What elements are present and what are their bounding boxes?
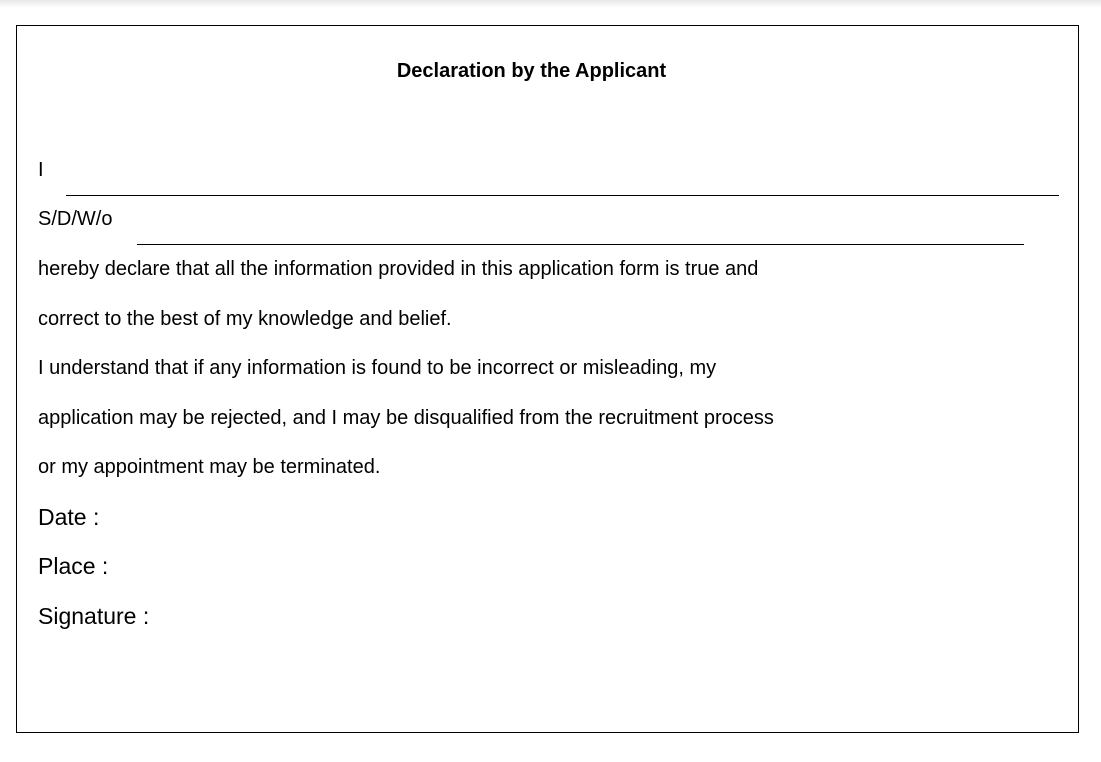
declaration-text-line: application may be rejected, and I may be disqualified from the recruitment process — [38, 407, 774, 429]
signature-label: Signature : — [38, 603, 150, 629]
place-label: Place : — [38, 553, 109, 579]
relation-label: S/D/W/o — [38, 208, 113, 230]
declaration-text-line: I understand that if any information is found to be incorrect or misleading, my — [38, 357, 717, 379]
applicant-name-line[interactable] — [66, 195, 1059, 196]
page-top-shadow — [0, 0, 1101, 8]
declaration-text-line: hereby declare that all the information provided in this application form is true and — [38, 258, 759, 280]
form-title: Declaration by the Applicant — [396, 60, 667, 82]
relation-name-line[interactable] — [137, 244, 1024, 245]
declaration-text-line: correct to the best of my knowledge and belief. — [38, 308, 452, 330]
declaration-text-line: or my appointment may be terminated. — [38, 456, 381, 478]
applicant-name-label: I — [38, 159, 44, 181]
date-label: Date : — [38, 504, 100, 530]
